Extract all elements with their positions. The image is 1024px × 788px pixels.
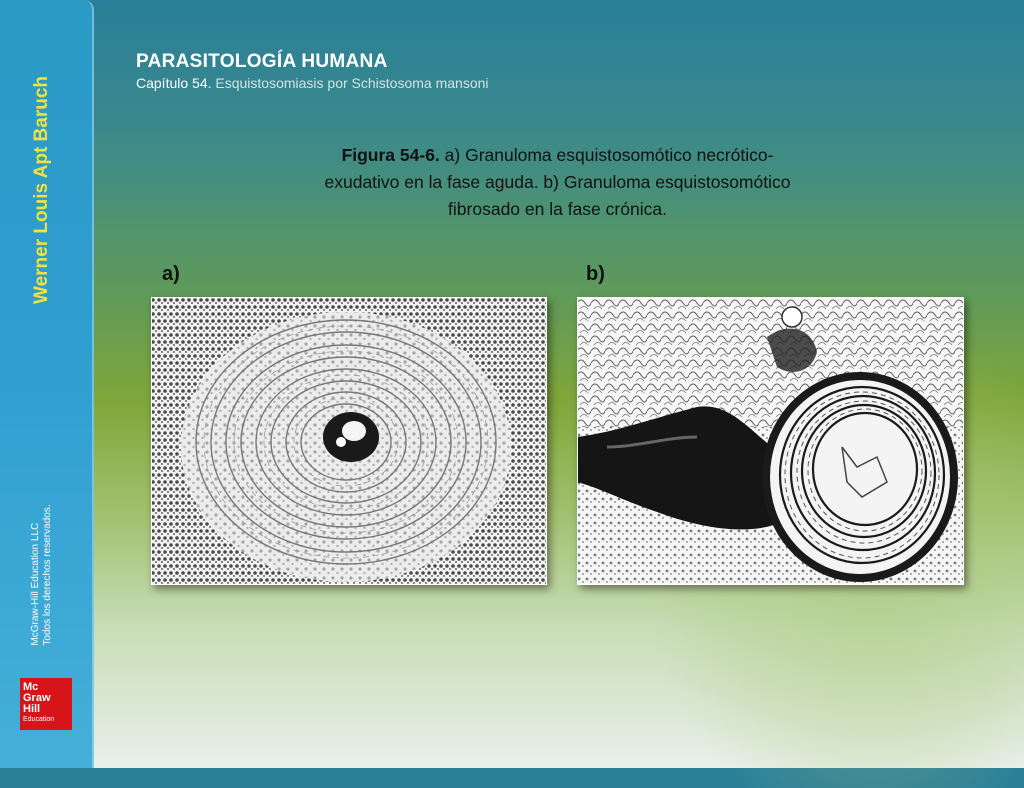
figure-label: Figura 54-6.	[341, 145, 440, 165]
logo-line-3: Hill	[23, 703, 41, 715]
book-title: PARASITOLOGÍA HUMANA	[136, 51, 388, 72]
slide-header	[136, 51, 489, 91]
copyright-line-2: Todos los derechos reservados.	[42, 504, 53, 646]
publisher-logo	[20, 678, 72, 730]
copyright-notice	[30, 504, 54, 645]
micrograph-a	[151, 297, 547, 585]
sidebar	[0, 0, 94, 768]
copyright-line-1: McGraw-Hill Education LLC	[30, 522, 41, 646]
micrograph-b	[577, 297, 964, 585]
author-name: Werner Louis Apt Baruch	[31, 75, 52, 305]
figure-caption-text: a) Granuloma esquistosomótico necrótico-exudativo en la fase aguda. b) Granuloma esquistosomótico fibrosado en la fase crónica.	[324, 145, 791, 219]
chapter-name: Esquistosomiasis por Schistosoma mansoni	[215, 75, 489, 91]
micrograph-a-image	[151, 297, 547, 585]
micrograph-b-image	[577, 297, 964, 585]
figure-caption	[310, 142, 805, 223]
panel-a-label: a)	[162, 263, 180, 285]
panel-b-label: b)	[586, 263, 605, 285]
chapter-subtitle	[136, 75, 489, 91]
logo-line-2: Graw	[23, 692, 51, 704]
chapter-number: Capítulo 54.	[136, 75, 212, 91]
logo-line-1: Mc	[23, 681, 39, 693]
logo-line-4: Education	[23, 716, 55, 723]
